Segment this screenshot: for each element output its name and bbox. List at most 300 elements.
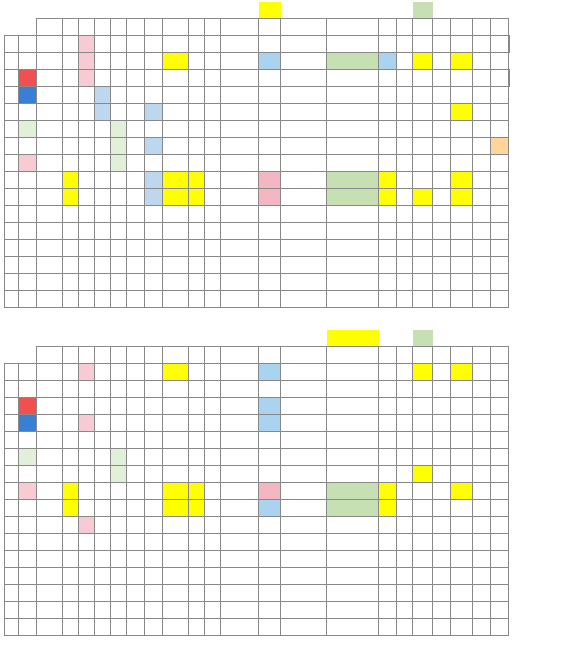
row-cell bbox=[145, 70, 163, 87]
row-cell bbox=[327, 364, 379, 381]
row-cell bbox=[259, 500, 281, 517]
race-table-6r bbox=[4, 330, 509, 636]
row-cell bbox=[19, 483, 37, 500]
column-header bbox=[281, 19, 327, 36]
row-cell bbox=[433, 189, 451, 206]
row-cell bbox=[37, 398, 63, 415]
header-blank bbox=[491, 330, 509, 347]
row-cell bbox=[111, 138, 127, 155]
empty-cell bbox=[127, 257, 145, 274]
empty-cell bbox=[433, 602, 451, 619]
empty-cell bbox=[281, 619, 327, 636]
empty-cell bbox=[451, 206, 473, 223]
row-cell bbox=[397, 483, 413, 500]
empty-cell bbox=[95, 602, 111, 619]
row-cell bbox=[221, 415, 259, 432]
row-cell bbox=[63, 449, 79, 466]
row-cell bbox=[473, 432, 491, 449]
column-header bbox=[379, 347, 397, 364]
row-cell bbox=[327, 449, 379, 466]
row-cell bbox=[451, 517, 473, 534]
empty-cell bbox=[95, 206, 111, 223]
empty-cell bbox=[379, 257, 397, 274]
empty-cell bbox=[327, 551, 379, 568]
row-cell bbox=[259, 53, 281, 70]
row-cell bbox=[397, 500, 413, 517]
empty-cell bbox=[327, 602, 379, 619]
row-cell bbox=[379, 172, 397, 189]
empty-cell bbox=[163, 551, 189, 568]
row-cell bbox=[19, 466, 37, 483]
empty-cell bbox=[259, 223, 281, 240]
row-cell bbox=[281, 483, 327, 500]
column-header bbox=[281, 347, 327, 364]
empty-cell bbox=[221, 223, 259, 240]
empty-cell bbox=[259, 206, 281, 223]
table-row bbox=[5, 602, 509, 619]
empty-cell bbox=[163, 568, 189, 585]
header-blank bbox=[397, 2, 413, 19]
row-cell bbox=[259, 398, 281, 415]
empty-cell bbox=[473, 568, 491, 585]
row-cell bbox=[221, 87, 259, 104]
row-cell bbox=[413, 364, 433, 381]
row-cell bbox=[79, 155, 95, 172]
row-cell bbox=[205, 172, 221, 189]
row-cell bbox=[127, 70, 145, 87]
empty-cell bbox=[413, 223, 433, 240]
row-cell bbox=[63, 517, 79, 534]
empty-cell bbox=[379, 291, 397, 308]
row-cell bbox=[397, 53, 413, 70]
table-row bbox=[5, 466, 509, 483]
row-cell bbox=[491, 398, 509, 415]
row-cell bbox=[451, 415, 473, 432]
empty-cell bbox=[259, 257, 281, 274]
empty-cell bbox=[281, 585, 327, 602]
empty-cell bbox=[433, 240, 451, 257]
row-cell bbox=[95, 466, 111, 483]
row-cell bbox=[163, 432, 189, 449]
empty-cell bbox=[205, 585, 221, 602]
row-cell bbox=[37, 466, 63, 483]
row-cell bbox=[397, 364, 413, 381]
empty-cell bbox=[413, 274, 433, 291]
header-value-2 bbox=[281, 330, 327, 347]
empty-cell bbox=[491, 206, 509, 223]
row-cell bbox=[397, 70, 413, 87]
row-cell bbox=[145, 138, 163, 155]
empty-cell bbox=[221, 568, 259, 585]
row-cell bbox=[413, 483, 433, 500]
row-cell bbox=[259, 172, 281, 189]
row-cell bbox=[79, 121, 95, 138]
row-cell bbox=[163, 189, 189, 206]
empty-cell bbox=[111, 274, 127, 291]
row-cell bbox=[379, 466, 397, 483]
empty-cell bbox=[205, 274, 221, 291]
empty-cell bbox=[379, 619, 397, 636]
row-cell bbox=[63, 87, 79, 104]
empty-cell bbox=[327, 568, 379, 585]
row-cell bbox=[397, 36, 413, 53]
empty-cell bbox=[379, 206, 397, 223]
row-cell bbox=[473, 189, 491, 206]
empty-cell bbox=[433, 257, 451, 274]
empty-cell bbox=[413, 568, 433, 585]
row-cell bbox=[5, 53, 19, 70]
empty-cell bbox=[281, 223, 327, 240]
row-cell bbox=[127, 432, 145, 449]
row-cell bbox=[433, 155, 451, 172]
empty-cell bbox=[127, 568, 145, 585]
column-header bbox=[433, 347, 451, 364]
table-row bbox=[5, 70, 510, 87]
empty-cell bbox=[19, 240, 37, 257]
empty-cell bbox=[379, 223, 397, 240]
row-cell bbox=[63, 172, 79, 189]
empty-cell bbox=[451, 585, 473, 602]
row-cell bbox=[63, 189, 79, 206]
empty-cell bbox=[327, 257, 379, 274]
row-cell bbox=[95, 189, 111, 206]
row-cell bbox=[163, 483, 189, 500]
row-cell bbox=[281, 364, 327, 381]
row-cell bbox=[205, 381, 221, 398]
row-cell bbox=[451, 53, 473, 70]
row-cell bbox=[19, 87, 37, 104]
row-cell bbox=[491, 138, 509, 155]
empty-cell bbox=[259, 619, 281, 636]
row-cell bbox=[145, 398, 163, 415]
row-cell bbox=[19, 138, 37, 155]
row-cell bbox=[379, 104, 397, 121]
empty-cell bbox=[163, 291, 189, 308]
empty-cell bbox=[19, 223, 37, 240]
empty-cell bbox=[145, 240, 163, 257]
row-cell bbox=[205, 53, 221, 70]
row-cell bbox=[163, 104, 189, 121]
column-header bbox=[205, 19, 221, 36]
row-cell bbox=[379, 189, 397, 206]
empty-cell bbox=[145, 568, 163, 585]
row-cell bbox=[433, 36, 451, 53]
row-cell bbox=[259, 70, 281, 87]
empty-cell bbox=[397, 585, 413, 602]
row-cell bbox=[19, 121, 37, 138]
table-row bbox=[5, 291, 510, 308]
row-cell bbox=[259, 381, 281, 398]
empty-cell bbox=[379, 240, 397, 257]
empty-cell bbox=[327, 619, 379, 636]
row-cell bbox=[221, 432, 259, 449]
row-cell bbox=[491, 500, 509, 517]
row-cell bbox=[145, 155, 163, 172]
row-cell bbox=[281, 53, 327, 70]
row-cell bbox=[5, 70, 19, 87]
empty-cell bbox=[281, 206, 327, 223]
empty-cell bbox=[451, 551, 473, 568]
row-cell bbox=[473, 381, 491, 398]
row-cell bbox=[37, 381, 63, 398]
empty-cell bbox=[433, 274, 451, 291]
row-cell bbox=[95, 483, 111, 500]
row-number bbox=[5, 534, 19, 551]
empty-cell bbox=[221, 206, 259, 223]
empty-cell bbox=[473, 551, 491, 568]
row-cell bbox=[79, 398, 95, 415]
row-cell bbox=[397, 172, 413, 189]
row-cell bbox=[111, 415, 127, 432]
row-cell bbox=[413, 432, 433, 449]
row-cell bbox=[189, 121, 205, 138]
row-cell bbox=[379, 53, 397, 70]
empty-cell bbox=[79, 291, 95, 308]
corner-blank bbox=[5, 347, 37, 364]
row-cell bbox=[379, 432, 397, 449]
row-cell bbox=[19, 155, 37, 172]
row-cell bbox=[205, 466, 221, 483]
empty-cell bbox=[127, 534, 145, 551]
row-cell bbox=[281, 172, 327, 189]
row-cell bbox=[37, 53, 63, 70]
row-cell bbox=[221, 189, 259, 206]
empty-cell bbox=[413, 291, 433, 308]
empty-cell bbox=[205, 240, 221, 257]
empty-cell bbox=[127, 619, 145, 636]
row-cell bbox=[397, 432, 413, 449]
empty-cell bbox=[145, 257, 163, 274]
row-cell bbox=[433, 483, 451, 500]
empty-cell bbox=[95, 291, 111, 308]
row-cell bbox=[221, 483, 259, 500]
row-cell bbox=[95, 172, 111, 189]
empty-cell bbox=[163, 257, 189, 274]
empty-cell bbox=[433, 568, 451, 585]
row-cell bbox=[95, 155, 111, 172]
empty-cell bbox=[127, 602, 145, 619]
row-cell bbox=[189, 415, 205, 432]
empty-cell bbox=[281, 568, 327, 585]
empty-cell bbox=[37, 206, 63, 223]
column-header bbox=[79, 347, 95, 364]
empty-cell bbox=[189, 223, 205, 240]
row-cell bbox=[413, 172, 433, 189]
row-cell bbox=[473, 121, 491, 138]
row-cell bbox=[95, 381, 111, 398]
row-cell bbox=[19, 500, 37, 517]
empty-cell bbox=[145, 223, 163, 240]
empty-cell bbox=[37, 551, 63, 568]
row-cell bbox=[413, 466, 433, 483]
empty-cell bbox=[327, 585, 379, 602]
row-cell bbox=[491, 189, 509, 206]
row-cell bbox=[221, 36, 259, 53]
row-cell bbox=[491, 381, 509, 398]
empty-cell bbox=[491, 534, 509, 551]
empty-cell bbox=[473, 585, 491, 602]
row-cell bbox=[433, 398, 451, 415]
row-cell bbox=[473, 415, 491, 432]
empty-cell bbox=[37, 534, 63, 551]
row-cell bbox=[63, 466, 79, 483]
empty-cell bbox=[451, 602, 473, 619]
row-cell bbox=[95, 398, 111, 415]
empty-cell bbox=[327, 291, 379, 308]
empty-cell bbox=[37, 257, 63, 274]
empty-cell bbox=[145, 291, 163, 308]
row-cell bbox=[397, 449, 413, 466]
empty-cell bbox=[19, 257, 37, 274]
row-cell bbox=[145, 53, 163, 70]
empty-cell bbox=[281, 274, 327, 291]
row-cell bbox=[127, 138, 145, 155]
row-cell bbox=[281, 500, 327, 517]
row-cell bbox=[189, 449, 205, 466]
table-row bbox=[5, 155, 510, 172]
row-cell bbox=[379, 70, 397, 87]
row-cell bbox=[127, 53, 145, 70]
table-row bbox=[5, 449, 509, 466]
empty-cell bbox=[433, 585, 451, 602]
table-row bbox=[5, 121, 510, 138]
row-cell bbox=[63, 398, 79, 415]
table-row bbox=[5, 257, 510, 274]
table-row bbox=[5, 483, 509, 500]
row-cell bbox=[433, 87, 451, 104]
row-cell bbox=[413, 138, 433, 155]
empty-cell bbox=[163, 534, 189, 551]
row-cell bbox=[79, 70, 95, 87]
row-cell bbox=[397, 398, 413, 415]
empty-cell bbox=[433, 291, 451, 308]
row-cell bbox=[63, 483, 79, 500]
row-cell bbox=[379, 155, 397, 172]
empty-cell bbox=[473, 257, 491, 274]
row-cell bbox=[379, 449, 397, 466]
table-row bbox=[5, 568, 509, 585]
row-cell bbox=[451, 449, 473, 466]
row-cell bbox=[127, 172, 145, 189]
row-cell bbox=[163, 500, 189, 517]
row-cell bbox=[281, 517, 327, 534]
row-cell bbox=[5, 398, 19, 415]
row-cell bbox=[205, 104, 221, 121]
row-cell bbox=[111, 70, 127, 87]
column-header bbox=[189, 19, 205, 36]
row-cell bbox=[163, 381, 189, 398]
empty-cell bbox=[281, 257, 327, 274]
empty-cell bbox=[127, 274, 145, 291]
header-blank bbox=[379, 2, 397, 19]
row-cell bbox=[259, 155, 281, 172]
row-cell bbox=[79, 189, 95, 206]
row-cell bbox=[473, 517, 491, 534]
empty-cell bbox=[397, 206, 413, 223]
empty-cell bbox=[451, 274, 473, 291]
row-cell bbox=[451, 381, 473, 398]
row-cell bbox=[95, 87, 111, 104]
row-cell bbox=[95, 121, 111, 138]
row-cell bbox=[281, 415, 327, 432]
row-cell bbox=[189, 466, 205, 483]
table-row bbox=[5, 500, 509, 517]
empty-cell bbox=[451, 534, 473, 551]
row-cell bbox=[145, 87, 163, 104]
row-cell bbox=[111, 53, 127, 70]
row-cell bbox=[491, 449, 509, 466]
empty-cell bbox=[205, 534, 221, 551]
empty-cell bbox=[63, 585, 79, 602]
row-cell bbox=[37, 449, 63, 466]
row-cell bbox=[37, 36, 63, 53]
row-cell bbox=[221, 364, 259, 381]
race-table-5r bbox=[4, 2, 510, 308]
empty-cell bbox=[19, 585, 37, 602]
empty-cell bbox=[221, 602, 259, 619]
column-header bbox=[189, 347, 205, 364]
row-cell bbox=[163, 53, 189, 70]
row-cell bbox=[127, 381, 145, 398]
column-header bbox=[451, 19, 473, 36]
empty-cell bbox=[63, 274, 79, 291]
row-cell bbox=[221, 381, 259, 398]
race-date bbox=[63, 330, 145, 347]
row-cell bbox=[95, 53, 111, 70]
row-cell bbox=[379, 87, 397, 104]
row-cell bbox=[19, 364, 37, 381]
row-cell bbox=[163, 517, 189, 534]
empty-cell bbox=[221, 551, 259, 568]
row-cell bbox=[79, 381, 95, 398]
row-cell bbox=[63, 500, 79, 517]
empty-cell bbox=[205, 619, 221, 636]
row-cell bbox=[205, 70, 221, 87]
row-cell bbox=[397, 466, 413, 483]
empty-cell bbox=[95, 551, 111, 568]
empty-cell bbox=[433, 223, 451, 240]
empty-cell bbox=[433, 534, 451, 551]
empty-cell bbox=[491, 602, 509, 619]
row-cell bbox=[19, 432, 37, 449]
table-row bbox=[5, 104, 510, 121]
row-cell bbox=[413, 449, 433, 466]
row-cell bbox=[5, 138, 19, 155]
row-cell bbox=[5, 155, 19, 172]
row-cell bbox=[327, 381, 379, 398]
row-cell bbox=[259, 189, 281, 206]
row-cell bbox=[327, 398, 379, 415]
column-header bbox=[491, 19, 509, 36]
row-cell bbox=[79, 53, 95, 70]
row-cell bbox=[281, 155, 327, 172]
empty-cell bbox=[327, 274, 379, 291]
row-cell bbox=[189, 172, 205, 189]
row-cell bbox=[259, 517, 281, 534]
empty-cell bbox=[19, 619, 37, 636]
row-cell bbox=[5, 415, 19, 432]
row-cell bbox=[37, 70, 63, 87]
empty-cell bbox=[205, 257, 221, 274]
column-header bbox=[37, 19, 63, 36]
empty-cell bbox=[163, 240, 189, 257]
empty-cell bbox=[473, 291, 491, 308]
row-cell bbox=[189, 483, 205, 500]
row-cell bbox=[379, 364, 397, 381]
row-cell bbox=[451, 155, 473, 172]
row-cell bbox=[259, 121, 281, 138]
empty-cell bbox=[473, 240, 491, 257]
